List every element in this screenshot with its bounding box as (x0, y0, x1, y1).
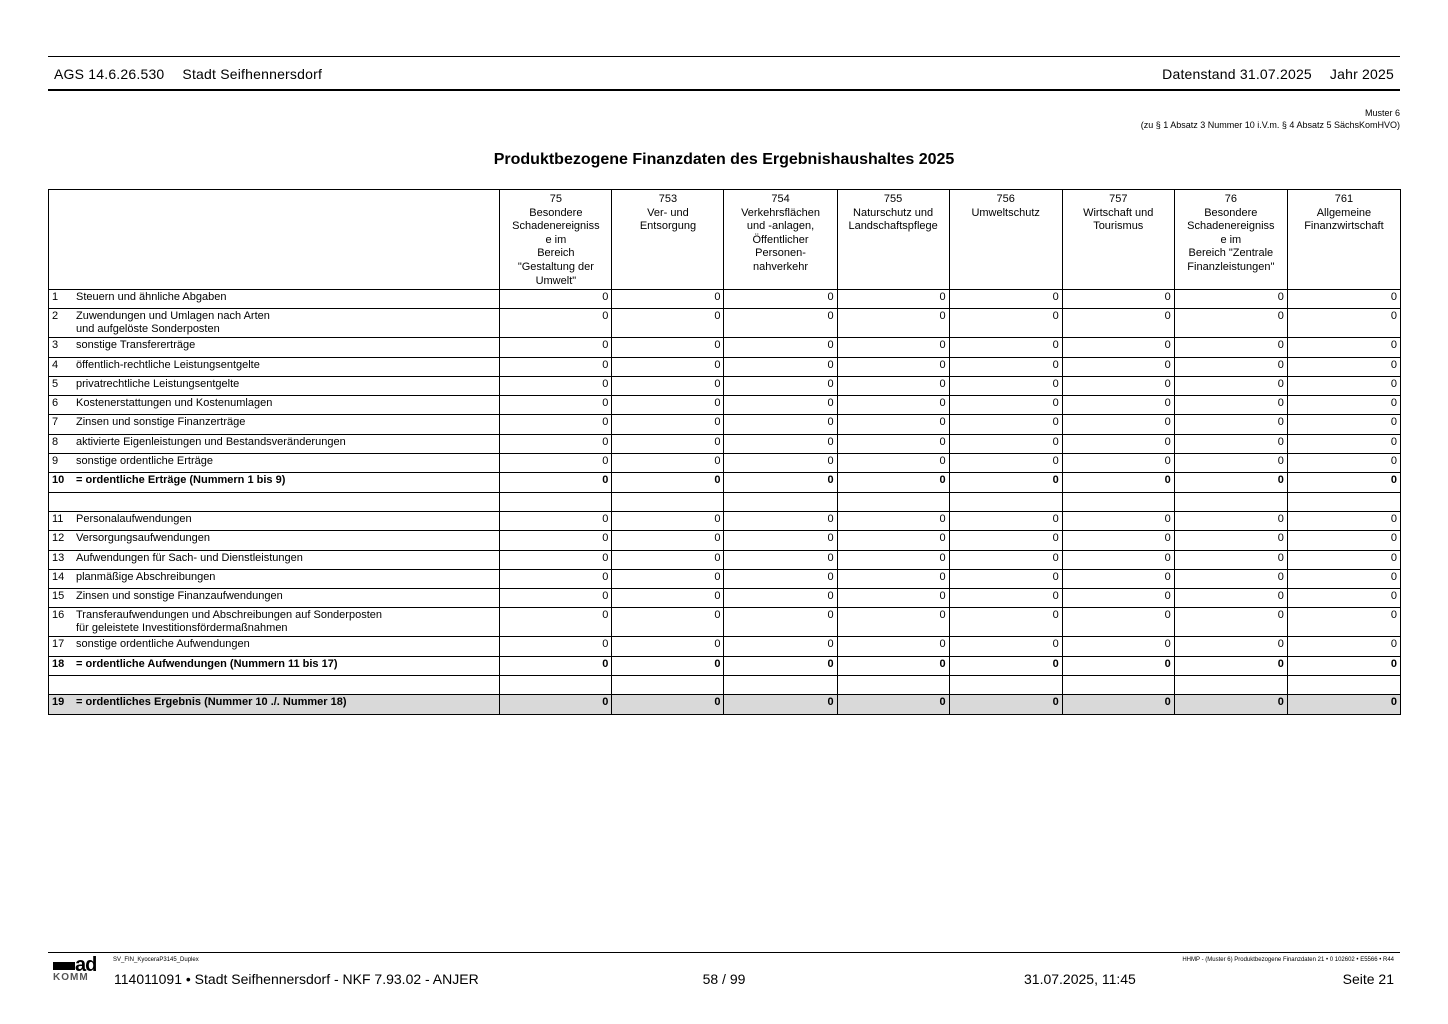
value-cell (1287, 492, 1400, 511)
value-cell: 0 (500, 550, 612, 569)
printer-name: SV_FIN_KyoceraP3145_Duplex (113, 957, 199, 963)
value-cell (837, 492, 949, 511)
value-cell: 0 (949, 550, 1062, 569)
row-label-cell (49, 589, 500, 608)
column-header (1062, 190, 1174, 290)
table-row (49, 454, 1401, 473)
column-header (500, 190, 612, 290)
row-label: Zuwendungen und Umlagen nach Arten und aufgelöste Sonderposten (76, 310, 270, 336)
row-label-cell (49, 531, 500, 550)
table-row (49, 608, 1401, 637)
row-number: 14 (52, 570, 65, 583)
value-cell: 0 (612, 376, 724, 395)
value-cell: 0 (500, 415, 612, 434)
value-cell: 0 (500, 637, 612, 656)
value-cell: 0 (500, 608, 612, 637)
value-cell: 0 (1287, 309, 1400, 338)
value-cell: 0 (1174, 589, 1287, 608)
column-name: Wirtschaft und Tourismus (1083, 206, 1154, 233)
table-body (49, 290, 1401, 715)
table-row (49, 637, 1401, 656)
value-cell (1174, 676, 1287, 695)
value-cell: 0 (1174, 309, 1287, 338)
value-cell: 0 (724, 637, 837, 656)
value-cell: 0 (724, 608, 837, 637)
column-header (949, 190, 1062, 290)
value-cell: 0 (949, 589, 1062, 608)
form-reference: HHMP - (Muster 6) Produktbezogene Finanzdaten 21 • 0 102602 • E5566 • R44 (1182, 957, 1394, 963)
value-cell: 0 (949, 511, 1062, 530)
value-cell: 0 (1062, 290, 1174, 309)
row-label: Kostenerstattungen und Kostenumlagen (76, 397, 273, 410)
table-row (49, 473, 1401, 492)
row-label-cell (49, 290, 500, 309)
column-name: Naturschutz und Landschaftspflege (848, 206, 938, 233)
row-number: 8 (52, 435, 59, 448)
value-cell (724, 492, 837, 511)
row-number: 15 (52, 590, 65, 603)
value-cell: 0 (500, 290, 612, 309)
row-number: 12 (52, 532, 65, 545)
value-cell: 0 (612, 454, 724, 473)
row-number: 4 (52, 358, 59, 371)
value-cell: 0 (612, 396, 724, 415)
value-cell: 0 (949, 608, 1062, 637)
ags-code: AGS 14.6.26.530 (54, 66, 165, 82)
value-cell: 0 (724, 357, 837, 376)
value-cell: 0 (1062, 637, 1174, 656)
row-number: 11 (52, 512, 64, 525)
value-cell: 0 (500, 396, 612, 415)
value-cell: 0 (1287, 357, 1400, 376)
column-name: Ver- und Entsorgung (639, 206, 697, 233)
row-label: Versorgungsaufwendungen (76, 532, 210, 545)
row-label: sonstige Transfererträge (76, 339, 196, 352)
row-label: Transferaufwendungen und Abschreibungen auf Sonderposten für geleistete Investitionsfördermaßnahmen (76, 609, 382, 635)
value-cell: 0 (949, 473, 1062, 492)
table-row (49, 589, 1401, 608)
table-row (49, 396, 1401, 415)
value-cell: 0 (612, 550, 724, 569)
value-cell: 0 (837, 569, 949, 588)
value-cell: 0 (1174, 637, 1287, 656)
table-row (49, 415, 1401, 434)
row-label-cell (49, 695, 500, 714)
row-label-cell (49, 434, 500, 453)
value-cell: 0 (500, 511, 612, 530)
value-cell: 0 (612, 695, 724, 714)
municipality-name: Stadt Seifhennersdorf (182, 66, 323, 82)
row-label: aktivierte Eigenleistungen und Bestandsveränderungen (76, 435, 346, 448)
value-cell: 0 (1174, 454, 1287, 473)
row-number: 2 (52, 310, 59, 323)
row-number: 18 (52, 657, 65, 670)
value-cell: 0 (1287, 396, 1400, 415)
value-cell: 0 (500, 531, 612, 550)
value-cell: 0 (837, 695, 949, 714)
value-cell: 0 (949, 396, 1062, 415)
value-cell: 0 (1174, 656, 1287, 675)
value-cell: 0 (1174, 396, 1287, 415)
value-cell: 0 (1287, 290, 1400, 309)
row-label: = ordentliche Aufwendungen (Nummern 11 bis 17) (76, 657, 338, 670)
table-row (49, 376, 1401, 395)
table-row (49, 434, 1401, 453)
value-cell: 0 (724, 695, 837, 714)
value-cell: 0 (612, 531, 724, 550)
row-label-cell (49, 608, 500, 637)
row-number: 16 (52, 609, 65, 622)
value-cell (500, 492, 612, 511)
value-cell: 0 (1062, 473, 1174, 492)
column-header (724, 190, 837, 290)
footer-rule (48, 952, 1400, 953)
value-cell: 0 (837, 434, 949, 453)
value-cell: 0 (837, 415, 949, 434)
row-label-cell (49, 473, 500, 492)
table-row (49, 309, 1401, 338)
row-label-cell (49, 415, 500, 434)
muster-line-1: Muster 6 (1364, 108, 1400, 118)
value-cell (724, 676, 837, 695)
value-cell: 0 (1062, 569, 1174, 588)
value-cell: 0 (1287, 415, 1400, 434)
value-cell (949, 676, 1062, 695)
value-cell: 0 (612, 637, 724, 656)
value-cell: 0 (612, 338, 724, 357)
row-label-cell (49, 396, 500, 415)
row-label: = ordentliche Erträge (Nummern 1 bis 9) (76, 474, 286, 487)
value-cell: 0 (724, 569, 837, 588)
row-label: Steuern und ähnliche Abgaben (76, 291, 227, 303)
value-cell: 0 (1287, 608, 1400, 637)
value-cell (837, 676, 949, 695)
value-cell: 0 (1062, 608, 1174, 637)
spacer-row (49, 492, 1401, 511)
value-cell: 0 (949, 290, 1062, 309)
page-title: Produktbezogene Finanzdaten des Ergebnishaushaltes 2025 (493, 151, 955, 168)
table-row (49, 357, 1401, 376)
spacer-row (49, 676, 1401, 695)
value-cell: 0 (1287, 569, 1400, 588)
value-cell: 0 (724, 656, 837, 675)
value-cell (1062, 676, 1174, 695)
value-cell: 0 (724, 376, 837, 395)
value-cell: 0 (612, 608, 724, 637)
header-top-rule (48, 56, 1400, 57)
row-number: 5 (52, 377, 59, 390)
value-cell: 0 (1174, 473, 1287, 492)
value-cell: 0 (949, 434, 1062, 453)
value-cell: 0 (837, 656, 949, 675)
value-cell: 0 (724, 338, 837, 357)
row-label: Personalaufwendungen (76, 512, 192, 525)
value-cell: 0 (1287, 434, 1400, 453)
table-row (49, 656, 1401, 675)
value-cell: 0 (724, 550, 837, 569)
value-cell: 0 (837, 290, 949, 309)
value-cell: 0 (1174, 511, 1287, 530)
value-cell: 0 (837, 473, 949, 492)
table-row (49, 695, 1401, 714)
muster-line-2: (zu § 1 Absatz 3 Nummer 10 i.V.m. § 4 Absatz 5 SächsKomHVO) (1140, 120, 1400, 130)
value-cell: 0 (1287, 637, 1400, 656)
value-cell: 0 (612, 357, 724, 376)
row-number: 6 (52, 397, 59, 410)
value-cell (1174, 492, 1287, 511)
value-cell: 0 (837, 608, 949, 637)
value-cell: 0 (1174, 434, 1287, 453)
value-cell: 0 (1287, 695, 1400, 714)
row-label-cell (49, 309, 500, 338)
value-cell: 0 (500, 569, 612, 588)
logo-ad: ad (75, 954, 97, 976)
column-code: 755 (883, 193, 903, 205)
value-cell: 0 (500, 695, 612, 714)
value-cell: 0 (949, 695, 1062, 714)
value-cell: 0 (724, 309, 837, 338)
row-label-cell (49, 511, 500, 530)
value-cell: 0 (612, 434, 724, 453)
value-cell: 0 (1062, 415, 1174, 434)
column-name: Besondere Schadenereigniss e im Bereich "Zentrale Finanzleistungen" (1187, 206, 1275, 273)
value-cell: 0 (1062, 454, 1174, 473)
column-header (1287, 190, 1400, 290)
header-right (1162, 66, 1394, 82)
row-number: 13 (52, 551, 65, 564)
value-cell: 0 (724, 396, 837, 415)
footer-timestamp: 31.07.2025, 11:45 (1024, 971, 1136, 987)
row-label: planmäßige Abschreibungen (76, 570, 216, 583)
table-row (49, 290, 1401, 309)
footer-seite: Seite 21 (1342, 971, 1394, 987)
value-cell: 0 (500, 434, 612, 453)
value-cell: 0 (500, 656, 612, 675)
value-cell: 0 (724, 473, 837, 492)
value-cell: 0 (724, 434, 837, 453)
value-cell: 0 (1287, 338, 1400, 357)
value-cell: 0 (1062, 589, 1174, 608)
value-cell: 0 (724, 415, 837, 434)
row-label-cell (49, 338, 500, 357)
muster-note (1141, 107, 1400, 131)
value-cell: 0 (1287, 531, 1400, 550)
row-number: 7 (52, 416, 59, 429)
value-cell: 0 (724, 589, 837, 608)
footer-customer: 114011091 • Stadt Seifhennersdorf - NKF 7.93.02 - ANJER (114, 971, 479, 987)
table-header-row (49, 190, 1401, 290)
value-cell: 0 (1062, 434, 1174, 453)
row-number: 10 (52, 474, 65, 487)
value-cell: 0 (949, 309, 1062, 338)
column-name: Besondere Schadenereigniss e im Bereich "Gestaltung der Umwelt" (512, 206, 600, 287)
value-cell: 0 (1062, 309, 1174, 338)
value-cell: 0 (837, 531, 949, 550)
table-row (49, 511, 1401, 530)
table-row (49, 338, 1401, 357)
value-cell: 0 (1174, 550, 1287, 569)
value-cell: 0 (949, 637, 1062, 656)
value-cell: 0 (1174, 531, 1287, 550)
value-cell: 0 (1287, 589, 1400, 608)
value-cell: 0 (949, 569, 1062, 588)
row-label-cell (49, 357, 500, 376)
value-cell (1287, 676, 1400, 695)
value-cell: 0 (612, 415, 724, 434)
row-number: 3 (52, 339, 59, 352)
header-left (54, 66, 340, 82)
row-label: Zinsen und sonstige Finanzerträge (76, 416, 246, 429)
value-cell: 0 (837, 589, 949, 608)
column-code: 75 (549, 193, 562, 205)
row-label: Aufwendungen für Sach- und Dienstleistungen (76, 551, 303, 564)
value-cell: 0 (949, 357, 1062, 376)
row-label: = ordentliches Ergebnis (Nummer 10 ./. Nummer 18) (76, 696, 347, 709)
row-label-cell (49, 550, 500, 569)
table-row (49, 531, 1401, 550)
column-code: 76 (1224, 193, 1237, 205)
row-label: Zinsen und sonstige Finanzaufwendungen (76, 590, 283, 603)
value-cell: 0 (1287, 376, 1400, 395)
column-name: Umweltschutz (971, 206, 1040, 219)
finance-table (48, 189, 1401, 715)
value-cell: 0 (612, 511, 724, 530)
value-cell: 0 (837, 511, 949, 530)
value-cell: 0 (1174, 338, 1287, 357)
column-name: Allgemeine Finanzwirtschaft (1304, 206, 1384, 233)
datenstand: Datenstand 31.07.2025 (1162, 66, 1312, 82)
value-cell: 0 (1062, 338, 1174, 357)
value-cell: 0 (837, 309, 949, 338)
value-cell: 0 (837, 637, 949, 656)
value-cell: 0 (1287, 656, 1400, 675)
value-cell: 0 (1174, 608, 1287, 637)
value-cell: 0 (1062, 656, 1174, 675)
value-cell (500, 676, 612, 695)
value-cell: 0 (837, 338, 949, 357)
value-cell: 0 (724, 290, 837, 309)
row-label-cell (49, 569, 500, 588)
value-cell: 0 (724, 511, 837, 530)
value-cell: 0 (612, 569, 724, 588)
value-cell: 0 (837, 454, 949, 473)
value-cell: 0 (1174, 376, 1287, 395)
row-label: öffentlich-rechtliche Leistungsentgelte (76, 358, 260, 371)
value-cell: 0 (837, 357, 949, 376)
table-row (49, 550, 1401, 569)
value-cell: 0 (500, 309, 612, 338)
row-number: 9 (52, 455, 59, 468)
row-label: sonstige ordentliche Aufwendungen (76, 638, 250, 651)
value-cell: 0 (1287, 550, 1400, 569)
value-cell: 0 (1174, 357, 1287, 376)
jahr: Jahr 2025 (1329, 66, 1394, 82)
value-cell: 0 (1174, 695, 1287, 714)
value-cell: 0 (837, 396, 949, 415)
value-cell: 0 (500, 338, 612, 357)
row-number: 19 (52, 696, 65, 709)
value-cell: 0 (949, 338, 1062, 357)
value-cell: 0 (1062, 531, 1174, 550)
column-name: Verkehrsflächen und -anlagen, Öffentlicher Personen- nahverkehr (741, 206, 820, 273)
value-cell: 0 (949, 376, 1062, 395)
value-cell: 0 (1287, 454, 1400, 473)
value-cell: 0 (949, 454, 1062, 473)
value-cell: 0 (1062, 396, 1174, 415)
header-label-cell (49, 190, 500, 290)
column-code: 761 (1334, 193, 1354, 205)
column-header (837, 190, 949, 290)
row-label: sonstige ordentliche Erträge (76, 455, 213, 468)
value-cell: 0 (1174, 569, 1287, 588)
value-cell: 0 (1062, 357, 1174, 376)
value-cell: 0 (837, 550, 949, 569)
table-row (49, 569, 1401, 588)
header-bottom-rule (48, 89, 1400, 91)
row-label-cell (49, 676, 500, 695)
value-cell: 0 (612, 290, 724, 309)
value-cell (612, 492, 724, 511)
value-cell: 0 (500, 357, 612, 376)
row-number: 1 (52, 291, 59, 303)
value-cell: 0 (1174, 290, 1287, 309)
column-code: 756 (996, 193, 1015, 205)
value-cell: 0 (724, 454, 837, 473)
value-cell: 0 (1287, 473, 1400, 492)
value-cell (1062, 492, 1174, 511)
value-cell: 0 (612, 589, 724, 608)
value-cell: 0 (949, 656, 1062, 675)
value-cell: 0 (1062, 511, 1174, 530)
logo-komm: KOMM (53, 972, 89, 983)
value-cell: 0 (500, 589, 612, 608)
value-cell: 0 (612, 656, 724, 675)
row-label-cell (49, 637, 500, 656)
value-cell: 0 (500, 473, 612, 492)
value-cell: 0 (949, 415, 1062, 434)
row-label-cell (49, 492, 500, 511)
value-cell: 0 (1062, 376, 1174, 395)
value-cell: 0 (612, 309, 724, 338)
value-cell: 0 (612, 473, 724, 492)
value-cell: 0 (837, 376, 949, 395)
row-label-cell (49, 656, 500, 675)
footer-page-count: 58 / 99 (702, 971, 746, 987)
row-number: 17 (52, 638, 65, 651)
column-code: 754 (771, 193, 790, 205)
value-cell: 0 (724, 531, 837, 550)
column-header (612, 190, 724, 290)
column-header (1174, 190, 1287, 290)
row-label-cell (49, 454, 500, 473)
value-cell: 0 (500, 454, 612, 473)
value-cell (949, 492, 1062, 511)
value-cell: 0 (1062, 695, 1174, 714)
value-cell (612, 676, 724, 695)
value-cell: 0 (500, 376, 612, 395)
row-label-cell (49, 376, 500, 395)
value-cell: 0 (1287, 511, 1400, 530)
value-cell: 0 (1174, 415, 1287, 434)
column-code: 753 (658, 193, 678, 205)
value-cell: 0 (949, 531, 1062, 550)
row-label: privatrechtliche Leistungsentgelte (76, 377, 240, 390)
value-cell: 0 (1062, 550, 1174, 569)
column-code: 757 (1109, 193, 1128, 205)
